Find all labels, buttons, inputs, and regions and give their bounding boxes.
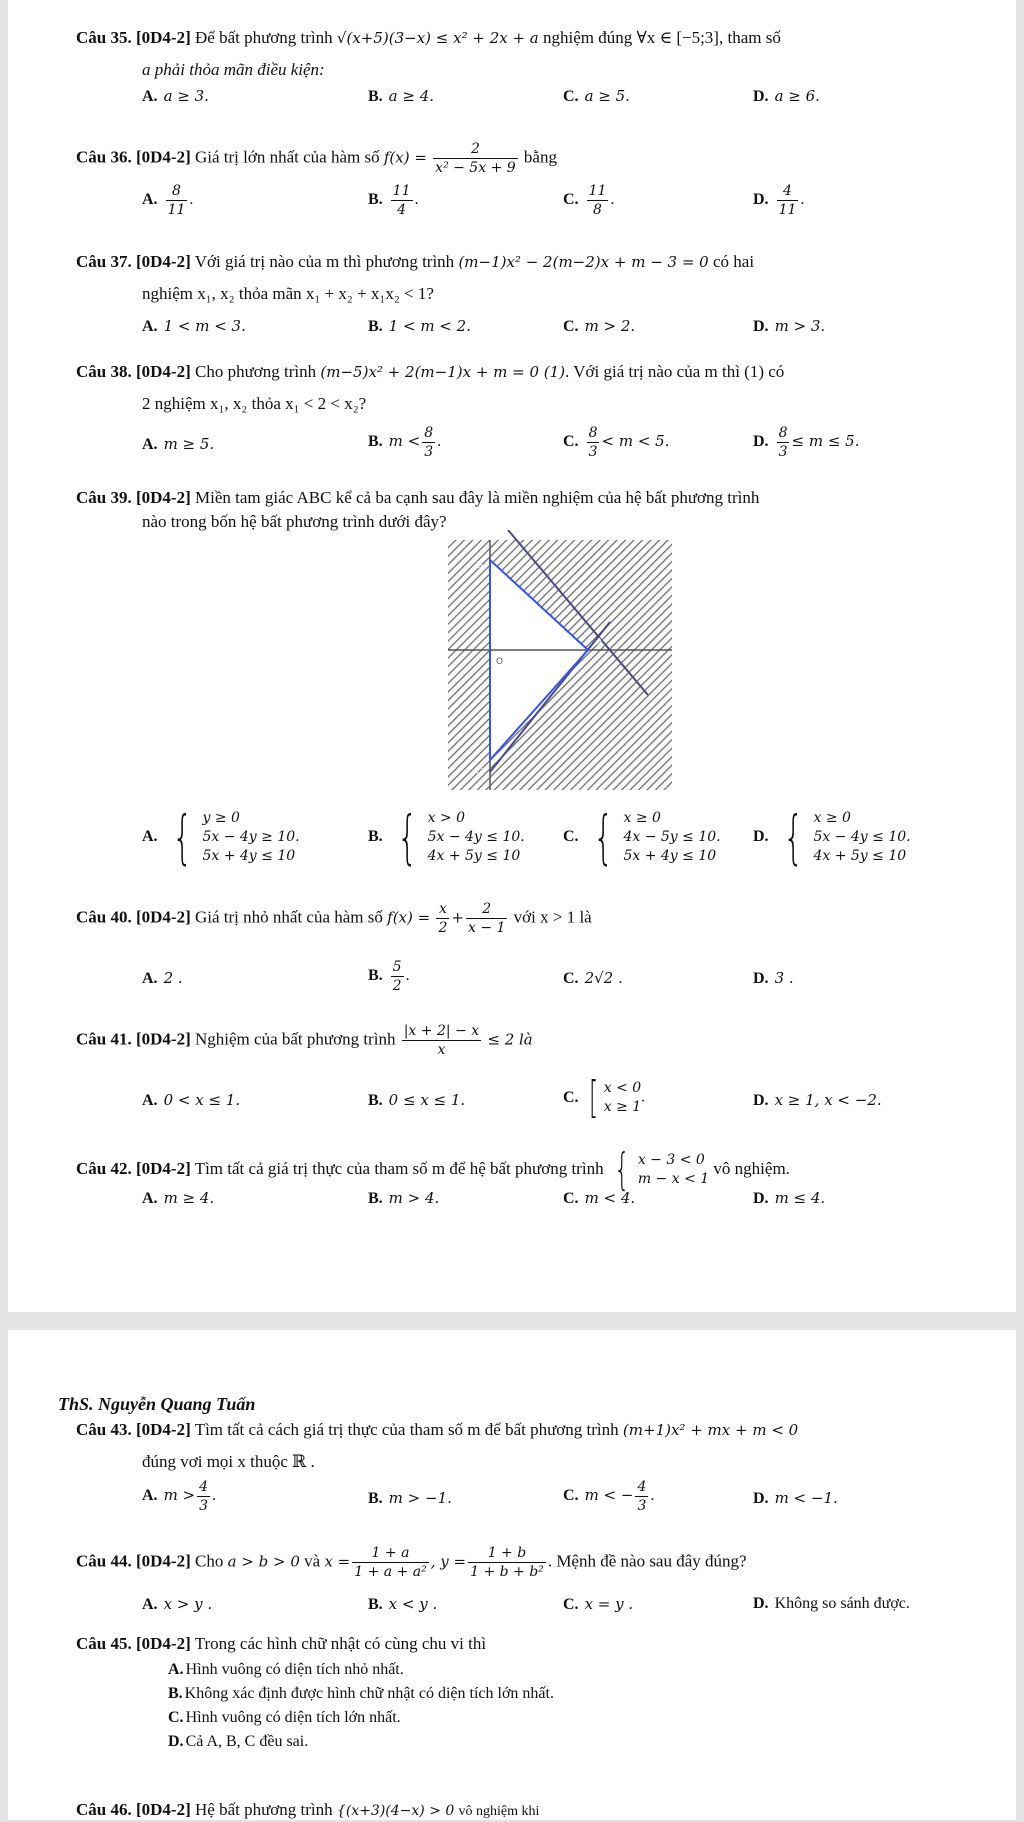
question-tag: [0D4-2] — [135, 1551, 191, 1571]
question-tag: [0D4-2] — [135, 1420, 191, 1439]
question-number: Câu 38. — [76, 362, 132, 381]
option-c[interactable]: C. m < − $\frac{4}{3}$ . — [563, 1479, 655, 1514]
question-tag: [0D4-2] — [135, 1029, 191, 1049]
question-text: Tìm tất cả giá trị thực của tham số m để hệ bất phương trình — [194, 1158, 604, 1178]
system-line-1: {(x+3)(4−x) > 0 — [336, 1803, 455, 1819]
condition: a > b > 0 — [227, 1552, 300, 1571]
question-text: Trong các hình chữ nhật có cùng chu vi thì — [194, 1634, 487, 1653]
question-tag: [0D4-2] — [135, 362, 191, 381]
question-tag: [0D4-2] — [135, 1634, 191, 1653]
question-38-line2: 2 nghiệm x₁, x₂ thỏa x₁ < 2 < x₂? — [142, 394, 367, 413]
option-d[interactable]: D. { x ≥ 0 5x − 4y ≤ 10. 4x + 5y ≤ 10 — [753, 803, 911, 871]
question-tag: [0D4-2] — [135, 1158, 191, 1178]
option-c[interactable]: C. m > 2. — [563, 317, 636, 335]
option-a[interactable]: A. { y ≥ 0 5x − 4y ≥ 10. 5x + 4y ≤ 10 — [142, 803, 300, 871]
option-c[interactable]: C. 2√2 . — [563, 969, 623, 987]
option-d[interactable]: D. x ≥ 1, x < −2. — [753, 1091, 882, 1109]
option-a[interactable]: A. 1 < m < 3. — [142, 317, 246, 335]
question-number: Câu 36. — [76, 147, 132, 167]
option-d[interactable]: D. $\frac{8}{3}$ ≤ m ≤ 5. — [753, 425, 860, 460]
question-39 — [76, 488, 759, 508]
question-text: Tìm tất cả cách giá trị thực của tham số m để bất phương trình — [194, 1420, 619, 1439]
question-text-cont: bằng — [523, 147, 557, 167]
question-43 — [76, 1420, 798, 1440]
question-text-cont: với x > 1 là — [513, 907, 592, 927]
question-42: Câu 42. [0D4-2] Tìm tất cả giá trị thực của tham số m để hệ bất phương trình { x − 3 < 0 m − x < 1 vô nghiệm. — [76, 1144, 790, 1195]
question-number: Câu 35. — [76, 28, 132, 47]
inequality: (m+1)x² + mx + m < 0 — [622, 1421, 799, 1439]
question-text: Giá trị lớn nhất của hàm số — [195, 147, 380, 167]
question-43-line2: đúng vơi mọi x thuộc ℝ . — [142, 1452, 315, 1471]
question-number: Câu 37. — [76, 252, 132, 271]
question-number: Câu 45. — [76, 1634, 132, 1653]
option-a[interactable]: A. Hình vuông có diện tích nhỏ nhất. — [168, 1661, 404, 1678]
function-name: f(x) = — [387, 908, 431, 927]
equation: (m−5)x² + 2(m−1)x + m = 0 (1) — [320, 363, 566, 381]
point-label-c: C — [476, 767, 483, 778]
point-label-b: B — [476, 560, 483, 571]
question-number: Câu 41. — [76, 1029, 132, 1049]
option-d[interactable]: D. Không so sánh được. — [753, 1595, 910, 1612]
point-label-a: A — [596, 637, 603, 648]
option-c[interactable]: C. m < 4. — [563, 1189, 636, 1207]
question-text: Miền tam giác ABC kể cả ba cạnh sau đây là miền nghiệm của hệ bất phương trình — [195, 488, 760, 507]
question-44: Câu 44. [0D4-2] Cho a > b > 0 và x = $\frac{1 + a}{\text{1 + a + a²}}$ , y = $\frac{1 + b}{\text{1 + b + b²}}$ . Mệnh đề nào sau đây đúng? — [76, 1545, 747, 1580]
question-tag: [0D4-2] — [135, 147, 191, 167]
question-46 — [76, 1800, 539, 1822]
question-tag: [0D4-2] — [135, 907, 191, 927]
question-text: Hệ bất phương trình — [195, 1800, 333, 1819]
option-a[interactable]: A. m ≥ 4. — [142, 1189, 215, 1207]
author-name: ThS. Nguyễn Quang Tuấn — [58, 1394, 256, 1414]
inequality: √(x+5)(3−x) ≤ x² + 2x + a — [336, 29, 539, 47]
option-a[interactable]: A. m > $\frac{4}{3}$ . — [142, 1479, 217, 1514]
question-tag: [0D4-2] — [135, 488, 191, 507]
question-number: Câu 42. — [76, 1158, 132, 1178]
question-number: Câu 44. — [76, 1551, 132, 1571]
option-c[interactable]: C. $\frac{11}{8}$ . — [563, 183, 615, 218]
question-37-line2: nghiệm x₁, x₂ thỏa mãn x₁ + x₂ + x₁x₂ < 1? — [142, 284, 434, 303]
question-text-cont: . Với giá trị nào của m thì (1) có — [565, 362, 785, 381]
option-d[interactable]: D. Cả A, B, C đều sai. — [168, 1733, 309, 1750]
question-tag: [0D4-2] — [135, 28, 191, 47]
option-c[interactable]: C. { x ≥ 0 4x − 5y ≤ 10. 5x + 4y ≤ 10 — [563, 803, 721, 871]
option-c[interactable]: C. $\frac{8}{3}$ < m < 5. — [563, 425, 670, 460]
option-a[interactable]: A. x > y . — [142, 1595, 213, 1613]
option-d[interactable]: D. m ≤ 4. — [753, 1189, 826, 1207]
question-text: Để bất phương trình — [195, 28, 333, 47]
question-text: Cho — [195, 1551, 224, 1571]
option-c[interactable]: C. Hình vuông có diện tích lớn nhất. — [168, 1709, 401, 1726]
question-45 — [76, 1634, 486, 1654]
option-d[interactable]: D. m < −1. — [753, 1489, 838, 1507]
option-a[interactable]: A. 2 . — [142, 969, 183, 987]
function-name: f(x) = — [383, 148, 427, 167]
option-d[interactable]: D. $\frac{4}{11}$ . — [753, 183, 805, 218]
question-text: Giá trị nhỏ nhất của hàm số — [195, 907, 383, 927]
conjunction: và — [304, 1551, 321, 1571]
question-text: Với giá trị nào của m thì phương trình — [194, 252, 455, 271]
option-b[interactable]: B. { x > 0 5x − 4y ≤ 10. 4x + 5y ≤ 10 — [368, 803, 525, 871]
option-b[interactable]: B. 0 ≤ x ≤ 1. — [368, 1091, 466, 1109]
question-text-cont: nghiệm đúng ∀x ∈ [−5;3], tham số — [543, 28, 781, 47]
question-37 — [76, 252, 754, 272]
question-number: Câu 39. — [76, 488, 132, 507]
option-b[interactable]: B. Không xác định được hình chữ nhật có diện tích lớn nhất. — [168, 1685, 554, 1702]
question-text-cont: có hai — [712, 252, 755, 271]
option-b[interactable]: B. m > 4. — [368, 1189, 440, 1207]
triangle-region-graph — [448, 530, 672, 790]
option-b[interactable]: B. $\frac{11}{4}$ . — [368, 183, 419, 218]
option-b[interactable]: B. $\frac{5}{2}$ . — [368, 959, 410, 994]
question-41: Câu 41. [0D4-2] Nghiệm của bất phương trình $\frac{|x + 2| - x}{x}$ ≤ 2 là — [76, 1023, 533, 1058]
option-a[interactable]: A. a ≥ 3. — [142, 87, 209, 105]
option-b[interactable]: B. 1 < m < 2. — [368, 317, 471, 335]
question-36 — [76, 140, 557, 177]
question-35 — [76, 28, 781, 48]
option-b[interactable]: B. m < $\frac{8}{3}$ . — [368, 425, 442, 460]
question-text: Nghiệm của bất phương trình — [195, 1029, 396, 1049]
question-number: Câu 43. — [76, 1420, 132, 1439]
option-b[interactable]: B. a ≥ 4. — [368, 87, 435, 105]
option-d[interactable]: D. 3 . — [753, 969, 794, 987]
question-text: Cho phương trình — [195, 362, 317, 381]
page-two — [8, 1330, 1016, 1820]
question-number: Câu 46. — [76, 1800, 132, 1819]
option-a[interactable]: A. 0 < x ≤ 1. — [142, 1091, 241, 1109]
option-c[interactable]: C. [ x < 0 x ≥ 1 . — [563, 1072, 646, 1123]
option-d[interactable]: D. a ≥ 6. — [753, 87, 820, 105]
rhs: ≤ 2 là — [487, 1030, 533, 1049]
question-39-line2: nào trong bốn hệ bất phương trình dưới đây? — [142, 512, 447, 531]
question-tag: [0D4-2] — [135, 252, 191, 271]
question-text-cont: . Mệnh đề nào sau đây đúng? — [547, 1551, 747, 1571]
question-text-cont: vô nghiệm khi — [458, 1804, 540, 1819]
question-40: Câu 40. [0D4-2] Giá trị nhỏ nhất của hàm số f(x) = $\frac{x}{2}$ + $\frac{2}{x - 1}$ với x > 1 là — [76, 901, 592, 936]
option-d[interactable]: D. m > 3. — [753, 317, 826, 335]
question-35-line2: a phải thỏa mãn điều kiện: — [142, 60, 325, 79]
fraction: $\frac{2}{\text{x² − 5x + 9}}$ — [435, 141, 516, 176]
question-text-cont: vô nghiệm. — [713, 1158, 790, 1178]
equation: (m−1)x² − 2(m−2)x + m − 3 = 0 — [458, 253, 709, 271]
option-c[interactable]: C. x = y . — [563, 1595, 634, 1613]
question-number: Câu 40. — [76, 907, 132, 927]
option-c[interactable]: C. a ≥ 5. — [563, 87, 630, 105]
question-tag: [0D4-2] — [135, 1800, 191, 1819]
page-one — [8, 0, 1016, 1312]
question-38 — [76, 362, 784, 382]
option-b[interactable]: B. x < y . — [368, 1595, 438, 1613]
option-a[interactable]: A. $\frac{8}{11}$ . — [142, 183, 194, 218]
option-a[interactable]: A. m ≥ 5. — [142, 435, 215, 453]
option-b[interactable]: B. m > −1. — [368, 1489, 452, 1507]
origin-label: O — [496, 657, 504, 667]
